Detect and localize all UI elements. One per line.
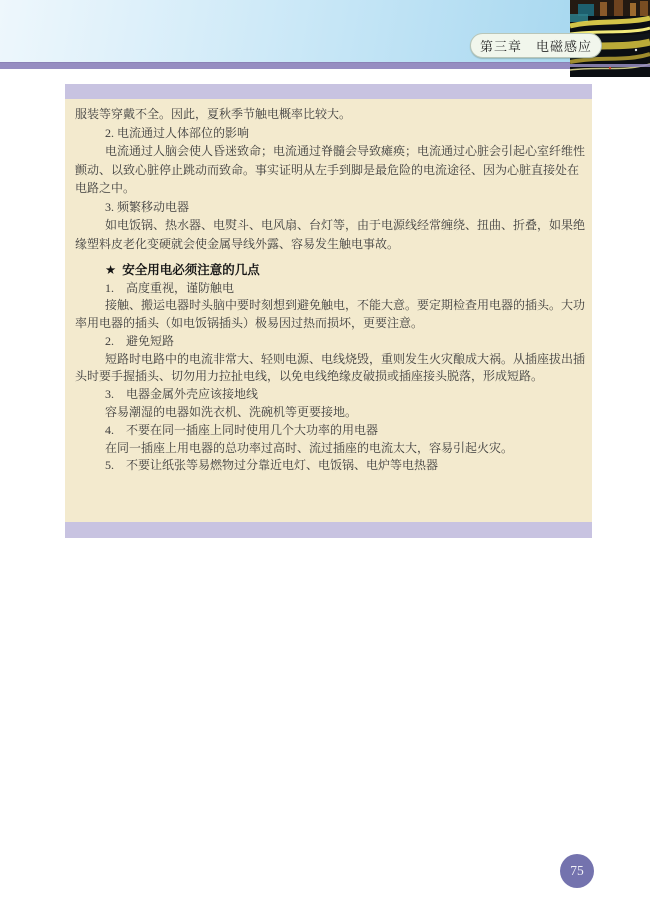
text-line: 3. 电器金属外壳应该接地线 <box>105 387 259 402</box>
text-line: 2. 电流通过人体部位的影响 <box>105 125 250 140</box>
chapter-badge-label: 第三章 电磁感应 <box>479 39 592 54</box>
text-line: 电路之中。 <box>75 181 136 195</box>
text-line: 服装等穿戴不全。因此，夏秋季节触电概率比较大。 <box>75 107 352 121</box>
chapter-badge <box>470 33 602 58</box>
content-panel <box>65 84 592 538</box>
text-line: 2. 避免短路 <box>105 333 175 348</box>
page-number: 75 <box>570 863 584 878</box>
text-line: 在同一插座上用电器的总功率过高时、流过插座的电流太大，容易引起火灾。 <box>105 440 514 455</box>
text-line: 颤动、以致心脏停止跳动而致命。事实证明从左手到脚是最危险的电流途径、因为心脏直接处在 <box>75 162 580 177</box>
text-line: 3. 频繁移动电器 <box>105 199 190 214</box>
text-line: 4. 不要在同一插座上同时使用几个大功率的用电器 <box>105 422 379 437</box>
text-line: 容易潮湿的电器如洗衣机、洗碗机等更要接地。 <box>105 405 358 420</box>
text-line: 头时要手握插头、切勿用力拉扯电线，以免电线绝缘皮破损或插座接头脱落，形成短路。 <box>75 369 544 384</box>
text-line: 电流通过人脑会使人昏迷致命；电流通过脊髓会导致瘫痪；电流通过心脏会引起心室纤维性 <box>105 144 586 158</box>
section-heading <box>75 261 580 280</box>
star-icon: ★ <box>105 263 117 277</box>
text-line: 率用电器的插头（如电饭锅插头）极易因过热而损坏，更要注意。 <box>75 316 424 331</box>
text-line: 接触、搬运电器时头脑中要时刻想到避免触电，不能大意。要定期检查用电器的插头。大功 <box>105 298 586 313</box>
text-line: 1. 高度重视，谨防触电 <box>105 280 235 295</box>
panel-bottom-bar <box>65 522 592 538</box>
text-line: 如电饭锅、热水器、电熨斗、电风扇、台灯等，由于电源线经常缠绕、扭曲、折叠，如果绝 <box>105 218 586 232</box>
text-block <box>75 105 586 475</box>
panel-body <box>65 99 592 522</box>
text-line: 短路时电路中的电流非常大、轻则电源、电线烧毁，重则发生火灾酿成大祸。从插座拔出插 <box>105 351 586 366</box>
header-divider-rule-over-photo <box>570 64 650 67</box>
text-line: 5. 不要让纸张等易燃物过分靠近电灯、电饭锅、电炉等电热器 <box>105 458 439 473</box>
section-heading-label: 安全用电必须注意的几点 <box>122 263 260 277</box>
panel-top-bar <box>65 84 592 99</box>
text-line: 缘塑料皮老化变硬就会使金属导线外露、容易发生触电事故。 <box>75 236 400 251</box>
page-number-badge <box>560 854 594 888</box>
header-divider-rule <box>0 62 650 69</box>
